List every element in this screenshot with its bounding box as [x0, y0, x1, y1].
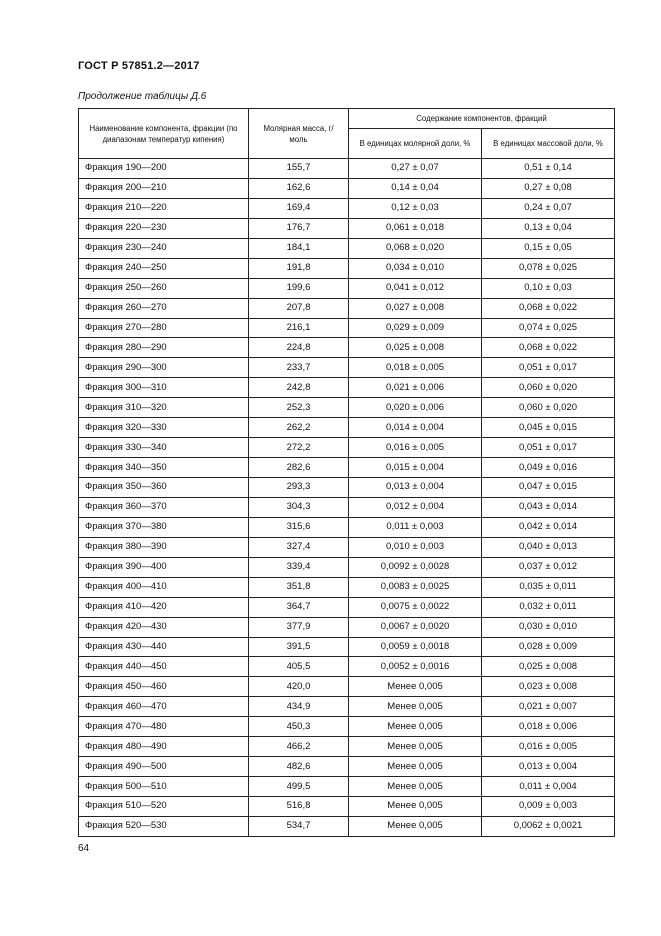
table-row — [79, 557, 615, 577]
mass-fraction-cell: 0,011 ± 0,004 — [482, 777, 615, 797]
column-header-content-group: Содержание компонентов, фракций — [349, 109, 615, 129]
table-row — [79, 657, 615, 677]
molar-fraction-cell: Менее 0,005 — [349, 777, 482, 797]
table-row — [79, 816, 615, 836]
fraction-name-cell: Фракция 360—370 — [79, 497, 249, 517]
molar-mass-cell: 420,0 — [249, 677, 349, 697]
table-row — [79, 697, 615, 717]
molar-fraction-cell: 0,061 ± 0,018 — [349, 218, 482, 238]
mass-fraction-cell: 0,016 ± 0,005 — [482, 737, 615, 757]
table-row — [79, 258, 615, 278]
table-row — [79, 278, 615, 298]
mass-fraction-cell: 0,51 ± 0,14 — [482, 159, 615, 179]
molar-fraction-cell: 0,029 ± 0,009 — [349, 318, 482, 338]
molar-mass-cell: 482,6 — [249, 757, 349, 777]
molar-mass-cell: 216,1 — [249, 318, 349, 338]
table-row — [79, 338, 615, 358]
molar-mass-cell: 434,9 — [249, 697, 349, 717]
molar-fraction-cell: 0,0067 ± 0,0020 — [349, 617, 482, 637]
data-table — [78, 108, 615, 837]
mass-fraction-cell: 0,049 ± 0,016 — [482, 458, 615, 478]
table-row — [79, 318, 615, 338]
molar-fraction-cell: 0,0092 ± 0,0028 — [349, 557, 482, 577]
fraction-name-cell: Фракция 260—270 — [79, 298, 249, 318]
table-row — [79, 717, 615, 737]
molar-fraction-cell: 0,034 ± 0,010 — [349, 258, 482, 278]
mass-fraction-cell: 0,27 ± 0,08 — [482, 178, 615, 198]
fraction-name-cell: Фракция 440—450 — [79, 657, 249, 677]
mass-fraction-cell: 0,037 ± 0,012 — [482, 557, 615, 577]
fraction-name-cell: Фракция 400—410 — [79, 577, 249, 597]
mass-fraction-cell: 0,025 ± 0,008 — [482, 657, 615, 677]
fraction-name-cell: Фракция 460—470 — [79, 697, 249, 717]
molar-mass-cell: 233,7 — [249, 358, 349, 378]
molar-mass-cell: 405,5 — [249, 657, 349, 677]
table-row — [79, 777, 615, 797]
molar-fraction-cell: 0,12 ± 0,03 — [349, 198, 482, 218]
mass-fraction-cell: 0,018 ± 0,006 — [482, 717, 615, 737]
molar-fraction-cell: 0,020 ± 0,006 — [349, 398, 482, 418]
fraction-name-cell: Фракция 390—400 — [79, 557, 249, 577]
molar-mass-cell: 351,8 — [249, 577, 349, 597]
molar-fraction-cell: Менее 0,005 — [349, 697, 482, 717]
table-row — [79, 797, 615, 817]
molar-mass-cell: 184,1 — [249, 238, 349, 258]
table-row — [79, 577, 615, 597]
molar-fraction-cell: Менее 0,005 — [349, 717, 482, 737]
table-body — [79, 159, 615, 837]
fraction-name-cell: Фракция 240—250 — [79, 258, 249, 278]
mass-fraction-cell: 0,043 ± 0,014 — [482, 497, 615, 517]
mass-fraction-cell: 0,068 ± 0,022 — [482, 338, 615, 358]
fraction-name-cell: Фракция 510—520 — [79, 797, 249, 817]
mass-fraction-cell: 0,028 ± 0,009 — [482, 637, 615, 657]
mass-fraction-cell: 0,10 ± 0,03 — [482, 278, 615, 298]
column-header-molar-fraction: В единицах молярной доли, % — [349, 129, 482, 159]
mass-fraction-cell: 0,060 ± 0,020 — [482, 398, 615, 418]
mass-fraction-cell: 0,032 ± 0,011 — [482, 597, 615, 617]
molar-fraction-cell: 0,041 ± 0,012 — [349, 278, 482, 298]
molar-fraction-cell: 0,0052 ± 0,0016 — [349, 657, 482, 677]
fraction-name-cell: Фракция 230—240 — [79, 238, 249, 258]
molar-mass-cell: 155,7 — [249, 159, 349, 179]
fraction-name-cell: Фракция 480—490 — [79, 737, 249, 757]
fraction-name-cell: Фракция 270—280 — [79, 318, 249, 338]
fraction-name-cell: Фракция 320—330 — [79, 418, 249, 438]
table-row — [79, 198, 615, 218]
molar-mass-cell: 191,8 — [249, 258, 349, 278]
molar-fraction-cell: 0,021 ± 0,006 — [349, 378, 482, 398]
molar-mass-cell: 315,6 — [249, 517, 349, 537]
fraction-name-cell: Фракция 250—260 — [79, 278, 249, 298]
fraction-name-cell: Фракция 190—200 — [79, 159, 249, 179]
mass-fraction-cell: 0,0062 ± 0,0021 — [482, 816, 615, 836]
molar-fraction-cell: 0,014 ± 0,004 — [349, 418, 482, 438]
fraction-name-cell: Фракция 340—350 — [79, 458, 249, 478]
table-row — [79, 238, 615, 258]
fraction-name-cell: Фракция 200—210 — [79, 178, 249, 198]
mass-fraction-cell: 0,021 ± 0,007 — [482, 697, 615, 717]
fraction-name-cell: Фракция 300—310 — [79, 378, 249, 398]
column-header-mass-fraction: В единицах массовой доли, % — [482, 129, 615, 159]
molar-fraction-cell: Менее 0,005 — [349, 677, 482, 697]
molar-mass-cell: 450,3 — [249, 717, 349, 737]
molar-fraction-cell: 0,010 ± 0,003 — [349, 537, 482, 557]
molar-fraction-cell: 0,027 ± 0,008 — [349, 298, 482, 318]
fraction-name-cell: Фракция 490—500 — [79, 757, 249, 777]
molar-mass-cell: 534,7 — [249, 816, 349, 836]
molar-mass-cell: 391,5 — [249, 637, 349, 657]
molar-fraction-cell: 0,27 ± 0,07 — [349, 159, 482, 179]
molar-mass-cell: 242,8 — [249, 378, 349, 398]
fraction-name-cell: Фракция 310—320 — [79, 398, 249, 418]
table-row — [79, 438, 615, 458]
table-row — [79, 378, 615, 398]
table-row — [79, 677, 615, 697]
molar-fraction-cell: Менее 0,005 — [349, 757, 482, 777]
table-row — [79, 178, 615, 198]
mass-fraction-cell: 0,030 ± 0,010 — [482, 617, 615, 637]
mass-fraction-cell: 0,040 ± 0,013 — [482, 537, 615, 557]
mass-fraction-cell: 0,013 ± 0,004 — [482, 757, 615, 777]
table-row — [79, 398, 615, 418]
molar-mass-cell: 339,4 — [249, 557, 349, 577]
fraction-name-cell: Фракция 290—300 — [79, 358, 249, 378]
molar-mass-cell: 364,7 — [249, 597, 349, 617]
document-title: ГОСТ Р 57851.2—2017 — [78, 60, 200, 72]
fraction-name-cell: Фракция 450—460 — [79, 677, 249, 697]
molar-mass-cell: 377,9 — [249, 617, 349, 637]
table-row — [79, 517, 615, 537]
table-row — [79, 478, 615, 498]
molar-mass-cell: 327,4 — [249, 537, 349, 557]
table-row — [79, 159, 615, 179]
molar-mass-cell: 516,8 — [249, 797, 349, 817]
fraction-name-cell: Фракция 430—440 — [79, 637, 249, 657]
fraction-name-cell: Фракция 220—230 — [79, 218, 249, 238]
molar-mass-cell: 252,3 — [249, 398, 349, 418]
fraction-name-cell: Фракция 420—430 — [79, 617, 249, 637]
molar-fraction-cell: Менее 0,005 — [349, 797, 482, 817]
mass-fraction-cell: 0,023 ± 0,008 — [482, 677, 615, 697]
molar-fraction-cell: 0,016 ± 0,005 — [349, 438, 482, 458]
fraction-name-cell: Фракция 280—290 — [79, 338, 249, 358]
table-row — [79, 737, 615, 757]
molar-fraction-cell: 0,013 ± 0,004 — [349, 478, 482, 498]
molar-mass-cell: 272,2 — [249, 438, 349, 458]
molar-fraction-cell: 0,0059 ± 0,0018 — [349, 637, 482, 657]
table-row — [79, 537, 615, 557]
fraction-name-cell: Фракция 370—380 — [79, 517, 249, 537]
molar-fraction-cell: 0,018 ± 0,005 — [349, 358, 482, 378]
mass-fraction-cell: 0,15 ± 0,05 — [482, 238, 615, 258]
table-row — [79, 757, 615, 777]
molar-fraction-cell: Менее 0,005 — [349, 816, 482, 836]
molar-mass-cell: 207,8 — [249, 298, 349, 318]
molar-mass-cell: 176,7 — [249, 218, 349, 238]
mass-fraction-cell: 0,068 ± 0,022 — [482, 298, 615, 318]
molar-mass-cell: 199,6 — [249, 278, 349, 298]
molar-mass-cell: 466,2 — [249, 737, 349, 757]
table-row — [79, 298, 615, 318]
mass-fraction-cell: 0,051 ± 0,017 — [482, 358, 615, 378]
mass-fraction-cell: 0,074 ± 0,025 — [482, 318, 615, 338]
molar-mass-cell: 224,8 — [249, 338, 349, 358]
fraction-name-cell: Фракция 350—360 — [79, 478, 249, 498]
molar-fraction-cell: 0,0075 ± 0,0022 — [349, 597, 482, 617]
molar-fraction-cell: 0,14 ± 0,04 — [349, 178, 482, 198]
molar-fraction-cell: 0,012 ± 0,004 — [349, 497, 482, 517]
mass-fraction-cell: 0,045 ± 0,015 — [482, 418, 615, 438]
molar-fraction-cell: Менее 0,005 — [349, 737, 482, 757]
fraction-name-cell: Фракция 470—480 — [79, 717, 249, 737]
molar-fraction-cell: 0,068 ± 0,020 — [349, 238, 482, 258]
mass-fraction-cell: 0,047 ± 0,015 — [482, 478, 615, 498]
table-row — [79, 597, 615, 617]
mass-fraction-cell: 0,078 ± 0,025 — [482, 258, 615, 278]
table-row — [79, 458, 615, 478]
table-caption: Продолжение таблицы Д.6 — [78, 91, 207, 102]
mass-fraction-cell: 0,042 ± 0,014 — [482, 517, 615, 537]
mass-fraction-cell: 0,060 ± 0,020 — [482, 378, 615, 398]
molar-fraction-cell: 0,025 ± 0,008 — [349, 338, 482, 358]
molar-mass-cell: 293,3 — [249, 478, 349, 498]
molar-mass-cell: 304,3 — [249, 497, 349, 517]
molar-mass-cell: 282,6 — [249, 458, 349, 478]
column-header-molar-mass: Молярная масса, г/моль — [249, 109, 349, 159]
fraction-name-cell: Фракция 210—220 — [79, 198, 249, 218]
fraction-name-cell: Фракция 380—390 — [79, 537, 249, 557]
molar-mass-cell: 169,4 — [249, 198, 349, 218]
fraction-name-cell: Фракция 520—530 — [79, 816, 249, 836]
mass-fraction-cell: 0,24 ± 0,07 — [482, 198, 615, 218]
table-row — [79, 497, 615, 517]
column-header-name: Наименование компонента, фракции (по диапазонам температур кипения) — [79, 109, 249, 159]
mass-fraction-cell: 0,051 ± 0,017 — [482, 438, 615, 458]
molar-mass-cell: 162,6 — [249, 178, 349, 198]
molar-fraction-cell: 0,011 ± 0,003 — [349, 517, 482, 537]
molar-mass-cell: 499,5 — [249, 777, 349, 797]
fraction-name-cell: Фракция 500—510 — [79, 777, 249, 797]
mass-fraction-cell: 0,13 ± 0,04 — [482, 218, 615, 238]
table-row — [79, 418, 615, 438]
table-row — [79, 617, 615, 637]
molar-mass-cell: 262,2 — [249, 418, 349, 438]
table-row — [79, 637, 615, 657]
table-row — [79, 218, 615, 238]
molar-fraction-cell: 0,0083 ± 0,0025 — [349, 577, 482, 597]
table-row — [79, 358, 615, 378]
molar-fraction-cell: 0,015 ± 0,004 — [349, 458, 482, 478]
fraction-name-cell: Фракция 410—420 — [79, 597, 249, 617]
mass-fraction-cell: 0,035 ± 0,011 — [482, 577, 615, 597]
page-number: 64 — [78, 843, 90, 854]
mass-fraction-cell: 0,009 ± 0,003 — [482, 797, 615, 817]
fraction-name-cell: Фракция 330—340 — [79, 438, 249, 458]
